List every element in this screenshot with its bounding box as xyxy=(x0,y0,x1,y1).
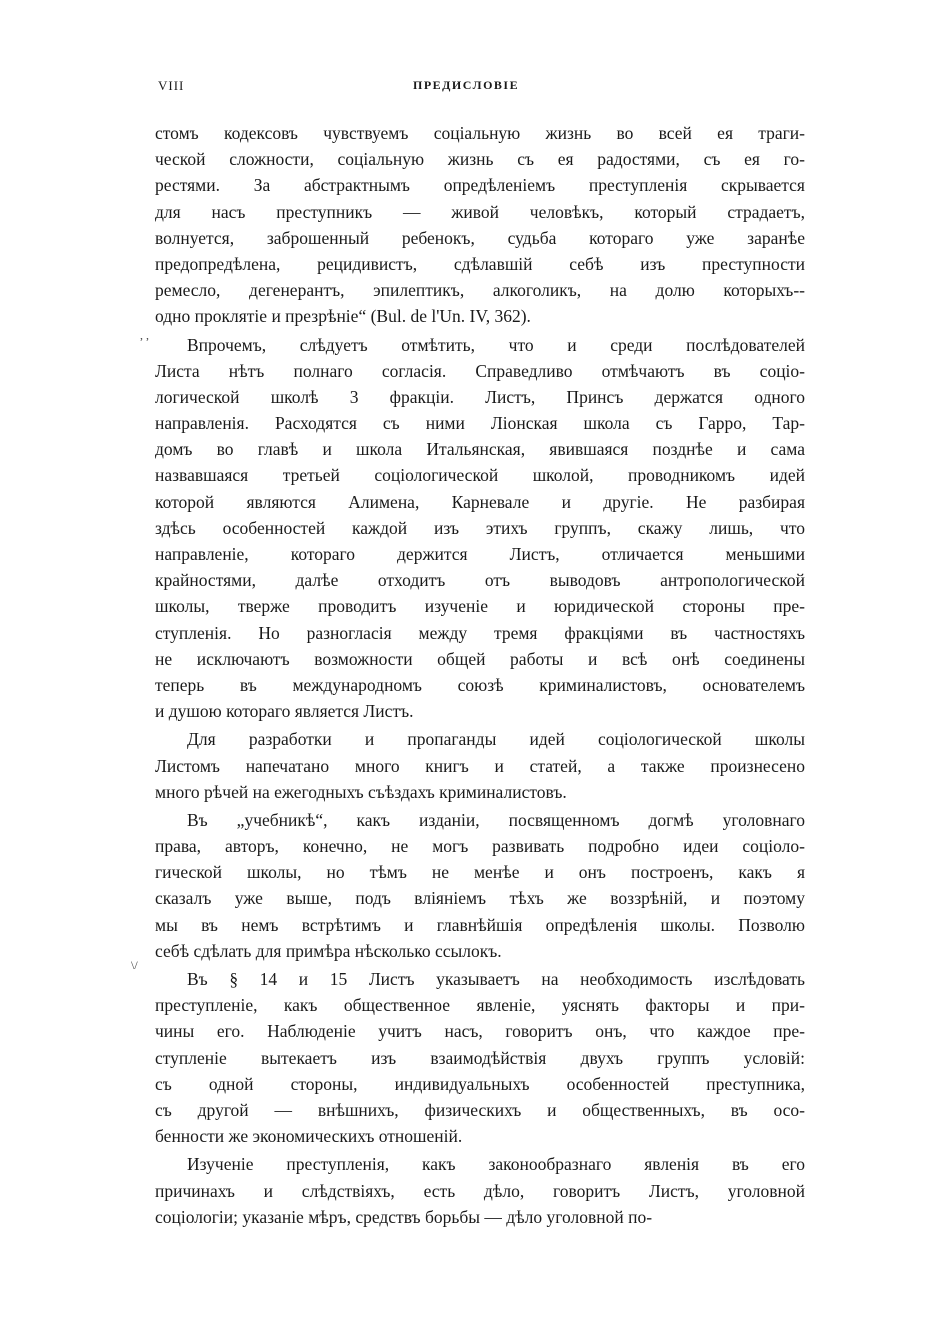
text-line: съ одной стороны, индивидуальныхъ особенностей преступника, xyxy=(155,1073,805,1094)
text-line: Изученіе преступленія, какъ законообразнаго явленія въ его xyxy=(187,1154,805,1175)
text-line: стомъ кодексовъ чувствуемъ соціальную жизнь во всей ея траги- xyxy=(155,123,805,143)
paragraph xyxy=(155,807,805,964)
paragraph xyxy=(155,966,805,1149)
text-line: соціологіи; указаніе мѣръ, средствъ борьбы — дѣло уголовной по- xyxy=(155,1206,653,1227)
text-line: логической школѣ 3 фракціи. Листъ, Принсъ держатся одного xyxy=(155,386,805,407)
text-line: ремесло, дегенерантъ, эпилептикъ, алкоголикъ, на долю которыхъ-- xyxy=(155,280,805,301)
text-line: чины его. Наблюденіе учитъ насъ, говоритъ онъ, что каждое пре- xyxy=(155,1021,805,1042)
text-line: направленія. Расходятся съ ними Ліонская школа съ Гарро, Тар- xyxy=(155,413,805,434)
paragraph xyxy=(155,120,805,330)
text-line: Для разработки и пропаганды идей соціологической школы xyxy=(187,729,805,750)
body-text xyxy=(155,120,805,1232)
text-line: мы въ немъ встрѣтимъ и главнѣйшія опредѣленія школы. Позволю xyxy=(155,914,805,935)
text-line: права, авторъ, конечно, не могъ развивать подробно идеи соціоло- xyxy=(155,836,805,857)
text-line: ческой сложности, соціальную жизнь съ ея радостями, съ ея го- xyxy=(155,149,805,170)
text-line: гической школы, но тѣмъ не менѣе и онъ построенъ, какъ я xyxy=(155,862,805,883)
text-line: ступленія. Но разногласія между тремя фракціями въ частностяхъ xyxy=(155,622,805,643)
text-line: назвавшаяся третьей соціологической школой, проводникомъ идей xyxy=(155,465,805,486)
text-line: Впрочемъ, слѣдуетъ отмѣтить, что и среди послѣдователей xyxy=(187,334,805,355)
text-line: крайностями, далѣе отходитъ отъ выводовъ антропологической xyxy=(155,570,805,591)
page-header xyxy=(158,78,808,98)
text-line: домъ во главѣ и школа Итальянская, явившаяся позднѣе и сама xyxy=(155,439,805,460)
paragraph xyxy=(155,726,805,805)
text-line: рестями. За абстрактнымъ опредѣленіемъ преступленія скрывается xyxy=(155,175,805,196)
text-line: много рѣчей на ежегодныхъ съѣздахъ криминалистовъ. xyxy=(155,781,567,802)
text-line: причинахъ и слѣдствіяхъ, есть дѣло, говоритъ Листъ, уголовной xyxy=(155,1180,805,1201)
text-line: Въ „учебникѣ“, какъ изданіи, посвященномъ догмѣ уголовнаго xyxy=(187,809,805,830)
text-line: школы, тверже проводитъ изученіе и юридической стороны пре- xyxy=(155,596,805,617)
margin-annotation: \/ xyxy=(131,958,138,972)
text-line: себѣ сдѣлать для примѣра нѣсколько ссылокъ. xyxy=(155,940,502,961)
text-line: теперь въ международномъ союзѣ криминалистовъ, основателемъ xyxy=(155,674,805,695)
text-line: предопредѣлена, рецидивистъ, сдѣлавшій себѣ изъ преступности xyxy=(155,253,805,274)
text-line: бенности же экономическихъ отношеній. xyxy=(155,1126,463,1147)
running-title: ПРЕДИСЛОВІЕ xyxy=(413,78,520,92)
paragraph xyxy=(155,332,805,725)
text-line: Листа нѣтъ полнаго согласія. Справедливо отмѣчаютъ въ соціо- xyxy=(155,360,805,381)
text-line: здѣсь особенностей каждой изъ этихъ группъ, скажу лишь, что xyxy=(155,517,805,538)
paragraph xyxy=(155,1151,805,1230)
text-line: волнуется, заброшенный ребенокъ, судьба котораго уже заранѣе xyxy=(155,227,805,248)
text-line: для насъ преступникъ — живой человѣкъ, который страдаетъ, xyxy=(155,201,805,222)
text-line: одно проклятіе и презрѣніе“ (Bul. de l'Un. IV, 362). xyxy=(155,306,531,327)
page-number: VIII xyxy=(158,78,185,93)
margin-annotation: , , xyxy=(140,328,149,342)
text-line: ступленіе вытекаетъ изъ взаимодѣйствія двухъ группъ условій: xyxy=(155,1047,805,1068)
text-line: направленіе, котораго держится Листъ, отличается меньшими xyxy=(155,544,805,564)
text-line: преступленіе, какъ общественное явленіе, уяснять факторы и при- xyxy=(155,995,805,1016)
text-line: которой являются Алимена, Карневале и другіе. Не разбирая xyxy=(155,491,805,512)
text-line: Листомъ напечатано много книгъ и статей, а также произнесено xyxy=(155,755,805,776)
text-line: съ другой — внѣшнихъ, физическихъ и общественныхъ, въ осо- xyxy=(155,1099,805,1120)
text-line: и душою котораго является Листъ. xyxy=(155,701,414,722)
text-line: сказалъ уже выше, подъ вліяніемъ тѣхъ же воззрѣній, и поэтому xyxy=(155,888,805,909)
text-line: не исключаютъ возможности общей работы и всѣ онѣ соединены xyxy=(155,648,805,669)
text-line: Въ § 14 и 15 Листъ указываетъ на необходимость изслѣдовать xyxy=(187,969,805,989)
